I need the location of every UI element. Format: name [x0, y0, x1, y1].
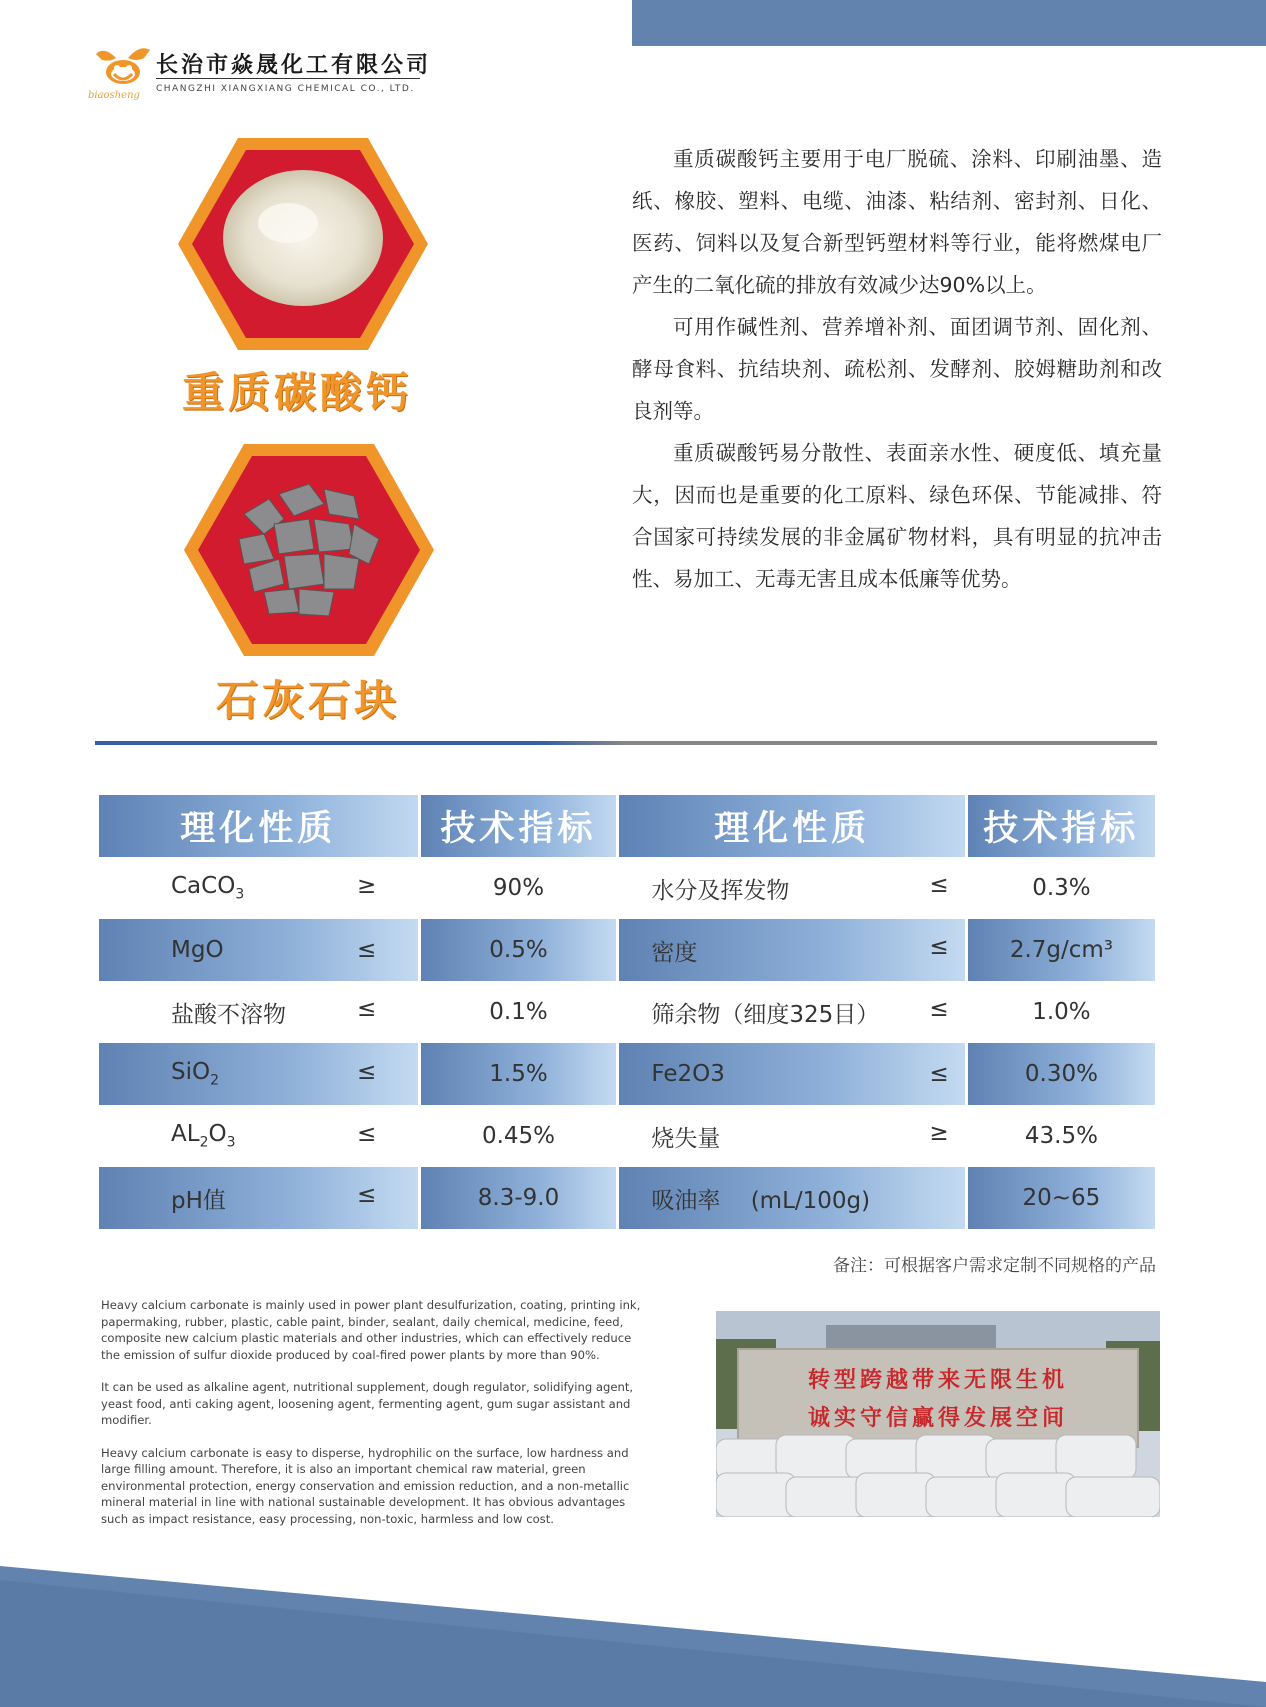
english-paragraph: Heavy calcium carbonate is easy to disperse, hydrophilic on the surface, low hardness and large filling amount. Therefore, it is also an important chemical raw material, green environmental protection, energy conservation and emission reduction, and a non-metallic mineral material in line with national sustainable development. It has obvious advantages such as impact resistance, easy processing, non-toxic, harmless and low cost. — [101, 1445, 630, 1526]
product-title-powder: 重质碳酸钙 — [182, 368, 413, 417]
table-row — [99, 1105, 1155, 1167]
company-name-en: CHANGZHI XIANGXIANG CHEMICAL CO., LTD. — [156, 84, 415, 94]
spec-table — [96, 795, 1158, 1229]
operator: ≥ — [929, 1119, 949, 1146]
top-accent-bar — [632, 0, 1266, 46]
photo-slogan-2: 诚实守信赢得发展空间 — [807, 1405, 1069, 1431]
factory-photo — [716, 1311, 1160, 1517]
operator: ≤ — [929, 933, 949, 960]
spec-value: 0.30% — [968, 1043, 1155, 1105]
operator: ≤ — [357, 1181, 377, 1208]
bottom-decorative-band — [0, 1560, 1266, 1707]
property-name: 烧失量 ≥ — [651, 1119, 949, 1152]
table-row — [99, 1167, 1155, 1229]
spec-value: 8.3-9.0 — [421, 1167, 617, 1229]
spec-value: 20~65 — [968, 1167, 1155, 1229]
property-name: MgO ≤ — [99, 919, 418, 981]
operator: ≤ — [357, 995, 377, 1022]
property-name: 筛余物（细度325目） ≤ — [651, 995, 949, 1028]
operator: ≤ — [357, 937, 377, 963]
operator: ≤ — [357, 1121, 377, 1148]
intro-text — [632, 138, 1162, 600]
photo-slogan-1: 转型跨越带来无限生机 — [807, 1367, 1069, 1393]
spec-value: 2.7g/cm³ — [968, 919, 1155, 981]
spec-value: 0.45% — [481, 1123, 556, 1149]
english-text — [101, 1297, 641, 1543]
operator: ≥ — [357, 873, 377, 900]
intro-paragraph: 重质碳酸钙主要用于电厂脱硫、涂料、印刷油墨、造纸、橡胶、塑料、电缆、油漆、粘结剂、密封剂、日化、医药、饲料以及复合新型钙塑材料等行业，能将燃煤电厂产生的二氧化硫的排放有效减少达90%以上。 — [632, 147, 1162, 297]
logo-wordmark: biaosheng — [88, 90, 140, 101]
company-logo — [90, 44, 156, 88]
property-name: SiO$_2$ ≤ — [99, 1043, 418, 1105]
header-property-2: 理化性质 — [619, 795, 964, 857]
property-name: 水分及挥发物 ≤ — [651, 871, 949, 904]
spec-table-header — [99, 795, 1155, 857]
header-spec-2: 技术指标 — [968, 795, 1155, 857]
operator: ≤ — [929, 995, 949, 1022]
operator: ≤ — [929, 871, 949, 898]
table-row — [99, 1043, 1155, 1105]
property-name: Fe2O3 ≤ — [619, 1043, 964, 1105]
property-name: pH值 ≤ — [99, 1167, 418, 1229]
header-property-1: 理化性质 — [99, 795, 418, 857]
spec-value: 90% — [492, 875, 545, 901]
table-row — [99, 857, 1155, 919]
operator: ≤ — [357, 1059, 377, 1086]
spec-value: 1.0% — [1032, 999, 1091, 1025]
english-paragraph: It can be used as alkaline agent, nutritional supplement, dough regulator, solidifying agent, yeast food, anti caking agent, loosening agent, fermenting agent, gum sugar assistant and modifier. — [101, 1380, 634, 1427]
product-title-limestone: 石灰石块 — [216, 676, 401, 725]
spec-value: 43.5% — [1024, 1123, 1098, 1149]
english-paragraph: Heavy calcium carbonate is mainly used in power plant desulfurization, coating, printing ink, papermaking, rubber, plastic, cable paint, binder, sealant, daily chemical, medicine, feed, composite new calcium plastic materials and other industries, which can effectively reduce the emission of sulfur dioxide produced by coal-fired power plants by more than 90%. — [101, 1298, 641, 1362]
operator: ≤ — [929, 1061, 949, 1087]
property-name: CaCO$_3$ ≥ — [171, 873, 377, 903]
property-name: 密度 ≤ — [619, 919, 964, 981]
table-note: 备注：可根据客户需求定制不同规格的产品 — [833, 1256, 1156, 1276]
spec-value: 1.5% — [421, 1043, 617, 1105]
table-row — [99, 919, 1155, 981]
spec-value: 0.1% — [489, 999, 548, 1025]
table-row — [99, 981, 1155, 1043]
limestone-hexagon-image — [184, 444, 434, 656]
company-name-cn: 长治市焱晟化工有限公司 — [156, 53, 432, 78]
company-divider — [156, 78, 420, 79]
property-name: 吸油率 (mL/100g) — [619, 1167, 964, 1229]
intro-paragraph: 可用作碱性剂、营养增补剂、面团调节剂、固化剂、酵母食料、抗结块剂、疏松剂、发酵剂、胶姆糖助剂和改良剂等。 — [632, 315, 1162, 423]
section-divider — [95, 741, 1157, 745]
spec-value: 0.5% — [421, 919, 617, 981]
property-name: 盐酸不溶物 ≤ — [171, 995, 377, 1028]
header-spec-1: 技术指标 — [421, 795, 617, 857]
spec-value: 0.3% — [1032, 875, 1091, 901]
property-name: $AL_2O_3$ ≤ — [171, 1121, 377, 1151]
intro-paragraph: 重质碳酸钙易分散性、表面亲水性、硬度低、填充量大，因而也是重要的化工原料、绿色环保、节能减排、符合国家可持续发展的非金属矿物材料，具有明显的抗冲击性、易加工、无毒无害且成本低廉等优势。 — [632, 441, 1162, 591]
powder-hexagon-image — [178, 138, 428, 350]
